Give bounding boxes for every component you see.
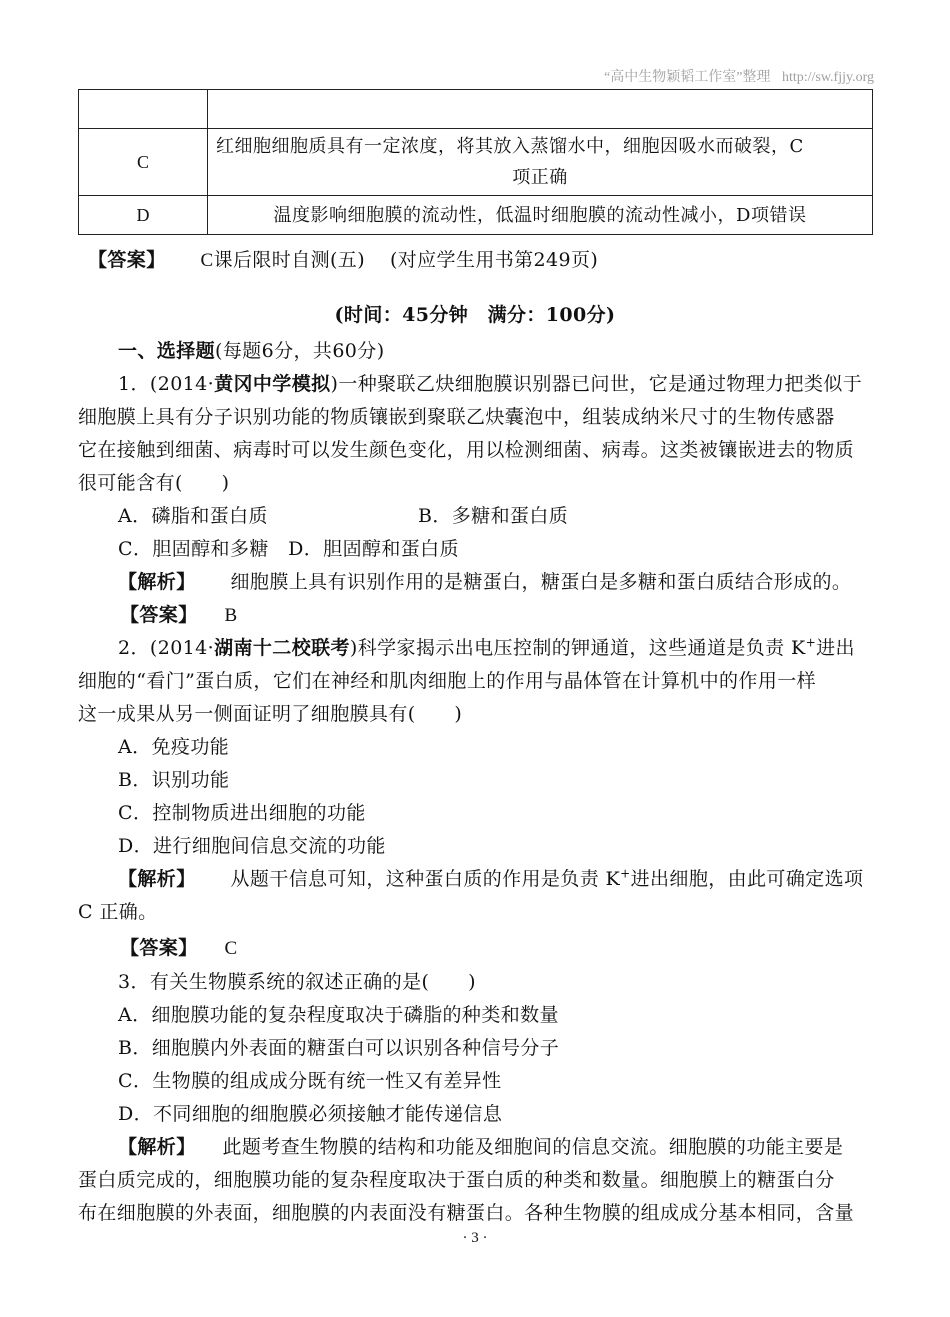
stem-line: 这一成果从另一侧面证明了细胞膜具有( ) <box>78 703 463 725</box>
superscript: + <box>620 866 631 881</box>
question-2-stem <box>118 632 874 665</box>
stem-text: 科学家揭示出电压控制的钾通道，这些通道是负责 K <box>357 637 806 659</box>
answer-line <box>120 599 916 632</box>
question-number: 3． <box>118 971 150 993</box>
answer-value: B <box>224 605 238 626</box>
superscript: + <box>805 635 817 650</box>
analysis-line: 蛋白质完成的，细胞膜功能的复杂程度取决于蛋白质的种类和数量。细胞膜上的糖蛋白分 <box>78 1169 835 1191</box>
answer-label: 【答案】 <box>120 937 198 959</box>
question-source: 湖南十二校联考 <box>214 637 350 659</box>
source-open: (2014· <box>149 637 215 659</box>
source-open: (2014· <box>149 373 215 395</box>
table-text-line: 项正确 <box>512 167 568 188</box>
stem-line: 细胞膜上具有分子识别功能的物质镶嵌到聚联乙炔囊泡中，组装成纳米尺寸的生物传感器 <box>78 406 835 428</box>
question-3-stem <box>118 966 874 999</box>
table-key-cell <box>79 90 208 129</box>
analysis-label: 【解析】 <box>118 1136 196 1158</box>
table-text-line: 红细胞细胞质具有一定浓度，将其放入蒸馏水中，细胞因吸水而破裂，C <box>216 136 804 157</box>
section-rule: (每题6分，共60分) <box>215 340 385 362</box>
option-b: B．识别功能 <box>118 769 230 791</box>
analysis-label: 【解析】 <box>118 868 196 890</box>
table-text-cell <box>208 129 873 196</box>
analysis-line: C 正确。 <box>78 901 158 923</box>
time-score: (时间：45分钟 满分：100分) <box>334 304 616 326</box>
source-close: ) <box>349 637 358 659</box>
analysis-text: 进出细胞，由此可确定选项 <box>630 868 864 890</box>
analysis-line <box>118 566 874 599</box>
analysis-line <box>118 863 874 896</box>
option-c: C．控制物质进出细胞的功能 <box>118 802 366 824</box>
book-reference: (对应学生用书第249页) <box>389 249 599 271</box>
option-c-d: C．胆固醇和多糖 D．胆固醇和蛋白质 <box>118 538 459 560</box>
stem-text: 进出 <box>816 637 855 659</box>
page-header <box>604 66 874 86</box>
section-title: 课后限时自测(五) <box>213 249 366 271</box>
analysis-text: 细胞膜上具有识别作用的是糖蛋白，糖蛋白是多糖和蛋白质结合形成的。 <box>230 571 852 593</box>
source-close: ) <box>330 373 339 395</box>
answer-line <box>120 932 916 965</box>
table-text-cell <box>208 90 873 129</box>
analysis-label: 【解析】 <box>118 571 196 593</box>
answer-label: 【答案】 <box>120 604 198 626</box>
stem-line: 它在接触到细菌、病毒时可以发生颜色变化，用以检测细菌、病毒。这类被镶嵌进去的物质 <box>78 439 855 461</box>
prev-answer-table <box>78 89 873 235</box>
header-url: http://sw.fjjy.org <box>781 70 874 85</box>
analysis-text: 从题干信息可知，这种蛋白质的作用是负责 K <box>230 868 621 890</box>
option-d: D．不同细胞的细胞膜必须接触才能传递信息 <box>118 1103 503 1125</box>
table-row <box>79 196 873 235</box>
option-b: B．细胞膜内外表面的糖蛋白可以识别各种信号分子 <box>118 1037 560 1059</box>
table-key-cell: D <box>79 196 208 235</box>
option-a: A．细胞膜功能的复杂程度取决于磷脂的种类和数量 <box>118 1004 559 1026</box>
table-text-cell: 温度影响细胞膜的流动性，低温时细胞膜的流动性减小，D项错误 <box>208 196 873 235</box>
table-row <box>79 90 873 129</box>
analysis-text: 此题考查生物膜的结构和功能及细胞间的信息交流。细胞膜的功能主要是 <box>222 1136 844 1158</box>
option-a: A．磷脂和蛋白质 <box>118 505 268 527</box>
option-c: C．生物膜的组成成分既有统一性又有差异性 <box>118 1070 502 1092</box>
answer-value: C <box>200 250 214 271</box>
stem-text: 一种聚联乙炔细胞膜识别器已问世，它是通过物理力把类似于 <box>338 373 863 395</box>
option-row <box>118 500 874 533</box>
question-1-stem <box>118 368 874 401</box>
table-row <box>79 129 873 196</box>
question-number: 1． <box>118 373 150 395</box>
page-number: · 3 · <box>462 1230 488 1246</box>
option-d: D．进行细胞间信息交流的功能 <box>118 835 386 857</box>
stem-line: 很可能含有( ) <box>78 472 230 494</box>
section-heading <box>118 335 874 368</box>
table-key-cell: C <box>79 129 208 196</box>
prev-answer-line <box>88 244 884 277</box>
stem-line: 细胞的“看门”蛋白质，它们在神经和肌肉细胞上的作用与晶体管在计算机中的作用一样 <box>78 670 817 692</box>
question-number: 2． <box>118 637 150 659</box>
analysis-line: 布在细胞膜的外表面，细胞膜的内表面没有糖蛋白。各种生物膜的组成成分基本相同，含量 <box>78 1202 855 1224</box>
stem-text: 有关生物膜系统的叙述正确的是( ) <box>149 971 476 993</box>
analysis-line <box>118 1131 874 1164</box>
option-a: A．免疫功能 <box>118 736 230 758</box>
section-title: 一、选择题 <box>118 340 216 362</box>
answer-label: 【答案】 <box>88 249 166 271</box>
header-quote: “高中生物颖韬工作室”整理 <box>604 70 771 85</box>
answer-value: C <box>224 938 238 959</box>
question-source: 黄冈中学模拟 <box>214 373 331 395</box>
option-b: B．多糖和蛋白质 <box>418 505 569 527</box>
